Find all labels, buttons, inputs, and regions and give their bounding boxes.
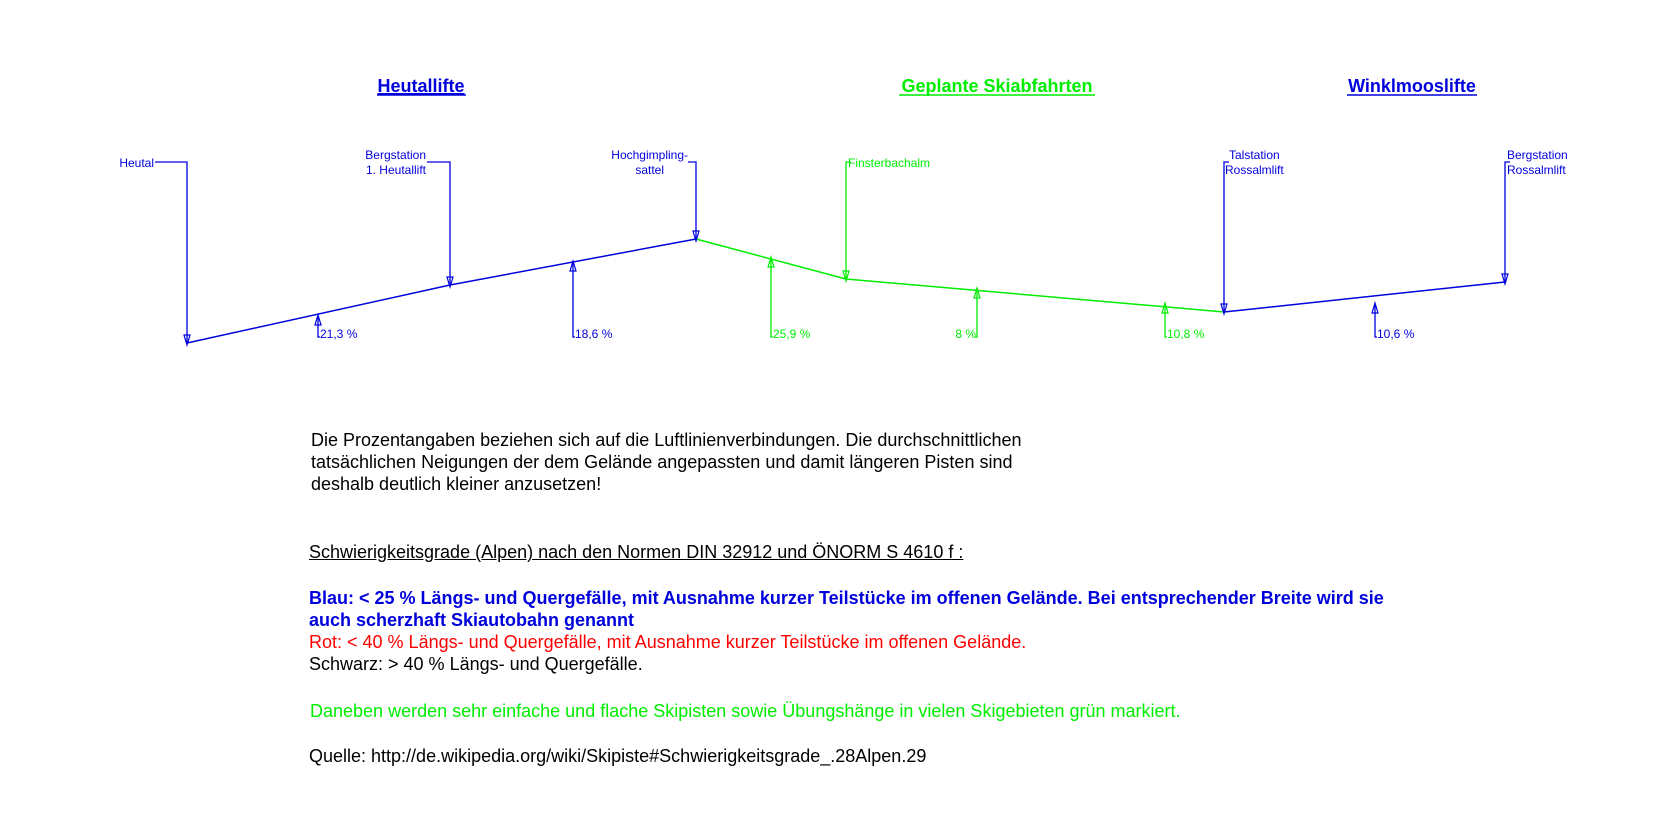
slope-label-10-6: 10,6 % bbox=[1377, 327, 1415, 341]
legend-red: Rot: < 40 % Längs- und Quergefälle, mit Ausnahme kurzer Teilstücke im offenen Gelände. bbox=[309, 632, 1027, 652]
station-leader-finsterbachalm bbox=[846, 162, 851, 279]
station-leader-bergstation-rossalmlift bbox=[1505, 162, 1510, 282]
station-label-bergstation-1-heutallift-line2: 1. Heutallift bbox=[365, 163, 426, 177]
station-label-bergstation-rossalmlift-line1: Bergstation bbox=[1507, 148, 1568, 162]
slope-label-25-9: 25,9 % bbox=[773, 327, 811, 341]
station-label-finsterbachalm: Finsterbachalm bbox=[848, 156, 931, 170]
slope-label-10-8: 10,8 % bbox=[1167, 327, 1205, 341]
note-paragraph: Die Prozentangaben beziehen sich auf die Luftlinienverbindungen. Die durchschnittlichen tatsächlichen Neigungen der dem Gelände angepassten und damit längeren Pisten sind deshalb deutlich kleiner anzusetzen! bbox=[311, 430, 1022, 494]
slope-leader-25-9 bbox=[771, 259, 773, 337]
station-label-hochgimplingsattel-line2: sattel bbox=[635, 163, 664, 177]
station-label-talstation-rossalmlift-line1: Talstation bbox=[1229, 148, 1280, 162]
station-label-bergstation-1-heutallift-line1: Bergstation bbox=[365, 148, 426, 162]
slope-label-21-3: 21,3 % bbox=[320, 327, 358, 341]
legend-blue: Blau: < 25 % Längs- und Quergefälle, mit Ausnahme kurzer Teilstücke im offenen Gelände. Bei entsprechender Breite wird sie auch scherzhaft Skiautobahn genannt bbox=[309, 588, 1384, 630]
station-label-bergstation-rossalmlift-line2: Rossalmlift bbox=[1507, 163, 1566, 177]
station-leader-talstation-rossalmlift bbox=[1224, 162, 1229, 312]
station-leader-bergstation-1-heutallift bbox=[427, 162, 450, 285]
section-heading-heutallifte: Heutallifte bbox=[377, 76, 465, 96]
slope-label-8: 8 % bbox=[955, 327, 976, 341]
legend-black: Schwarz: > 40 % Längs- und Quergefälle. bbox=[309, 654, 643, 674]
source-citation: Quelle: http://de.wikipedia.org/wiki/Skipiste#Schwierigkeitsgrade_.28Alpen.29 bbox=[309, 746, 927, 766]
legend-green: Daneben werden sehr einfache und flache Skipisten sowie Übungshänge in vielen Skigebieten grün markiert. bbox=[310, 701, 1181, 721]
profile-line-geplante-skiabfahrten bbox=[696, 239, 1224, 312]
station-label-talstation-rossalmlift-line2: Rossalmlift bbox=[1225, 163, 1284, 177]
section-heading-winklmooslifte: Winklmooslifte bbox=[1348, 76, 1476, 96]
station-leader-hochgimplingsattel bbox=[688, 162, 696, 239]
profile-line-winklmooslifte bbox=[1224, 282, 1505, 312]
section-heading-geplante-skiabfahrten: Geplante Skiabfahrten bbox=[901, 76, 1093, 96]
station-leader-heutal bbox=[155, 162, 187, 343]
station-label-heutal: Heutal bbox=[119, 156, 154, 170]
station-label-hochgimplingsattel-line1: Hochgimpling- bbox=[611, 148, 688, 162]
slope-label-18-6: 18,6 % bbox=[575, 327, 613, 341]
profile-line-heutallifte bbox=[187, 239, 696, 343]
legend-heading: Schwierigkeitsgrade (Alpen) nach den Normen DIN 32912 und ÖNORM S 4610 f : bbox=[309, 542, 964, 562]
slope-leader-18-6 bbox=[573, 263, 575, 337]
